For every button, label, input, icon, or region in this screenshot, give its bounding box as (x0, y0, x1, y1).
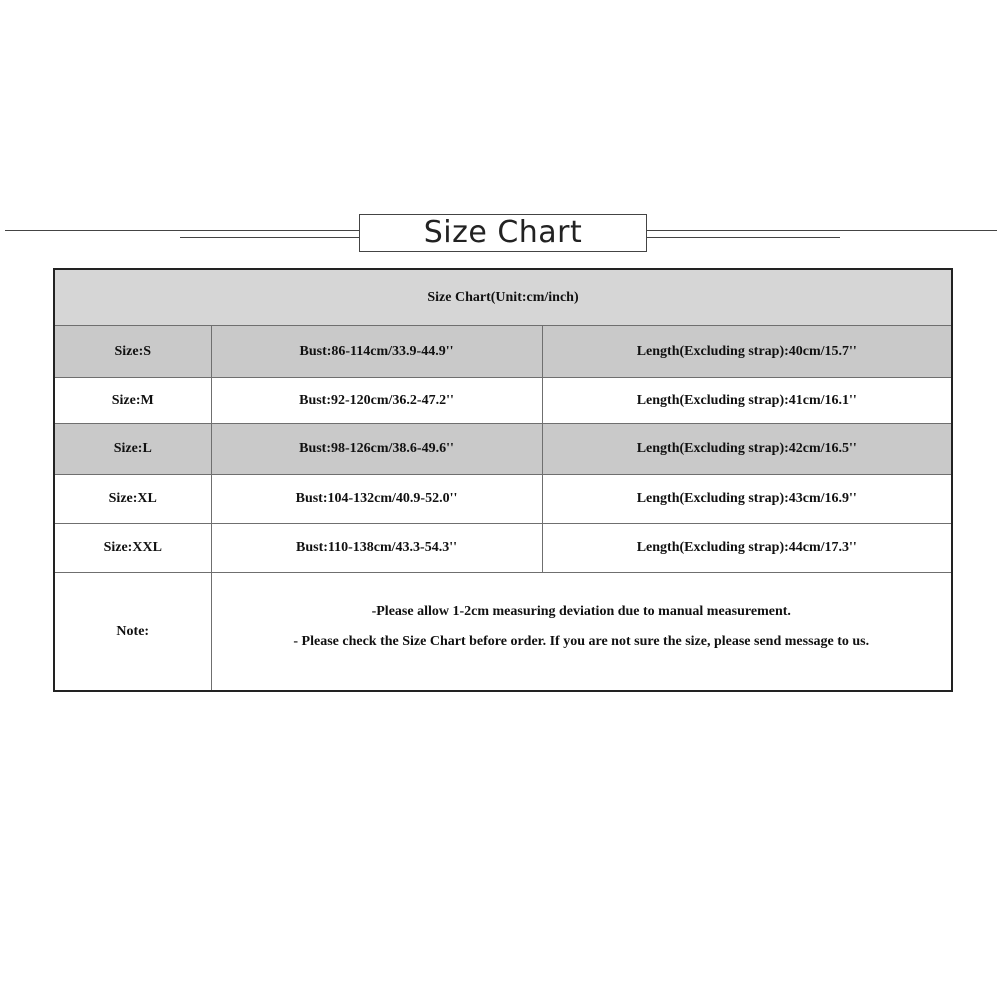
table-row (54, 475, 952, 524)
header-rule-right-long (647, 230, 997, 231)
size-chart-table (53, 268, 953, 692)
length-cell: Length(Excluding strap):43cm/16.9'' (542, 475, 952, 524)
table-row (54, 424, 952, 475)
table-row (54, 326, 952, 378)
table-caption: Size Chart(Unit:cm/inch) (54, 269, 952, 326)
bust-cell: Bust:98-126cm/38.6-49.6'' (211, 424, 542, 475)
bust-cell: Bust:92-120cm/36.2-47.2'' (211, 378, 542, 424)
length-cell: Length(Excluding strap):41cm/16.1'' (542, 378, 952, 424)
table-caption-row (54, 269, 952, 326)
note-line: - Please check the Size Chart before order. If you are not sure the size, please send message to us. (293, 633, 870, 649)
size-cell: Size:XL (54, 475, 211, 524)
header-rule-right-short (647, 237, 840, 238)
note-line: -Please allow 1-2cm measuring deviation due to manual measurement. (371, 603, 791, 619)
note-content (211, 573, 952, 692)
bust-cell: Bust:86-114cm/33.9-44.9'' (211, 326, 542, 378)
header-rule-left-long (5, 230, 360, 231)
size-cell: Size:M (54, 378, 211, 424)
table-row (54, 378, 952, 424)
length-cell: Length(Excluding strap):40cm/15.7'' (542, 326, 952, 378)
size-cell: Size:XXL (54, 524, 211, 573)
title-box (359, 214, 647, 252)
length-cell: Length(Excluding strap):42cm/16.5'' (542, 424, 952, 475)
page-title: Size Chart (423, 215, 583, 250)
bust-cell: Bust:104-132cm/40.9-52.0'' (211, 475, 542, 524)
note-row (54, 573, 952, 692)
size-cell: Size:S (54, 326, 211, 378)
length-cell: Length(Excluding strap):44cm/17.3'' (542, 524, 952, 573)
table-row (54, 524, 952, 573)
bust-cell: Bust:110-138cm/43.3-54.3'' (211, 524, 542, 573)
note-label: Note: (54, 573, 211, 692)
header-rule-left-short (180, 237, 360, 238)
size-cell: Size:L (54, 424, 211, 475)
